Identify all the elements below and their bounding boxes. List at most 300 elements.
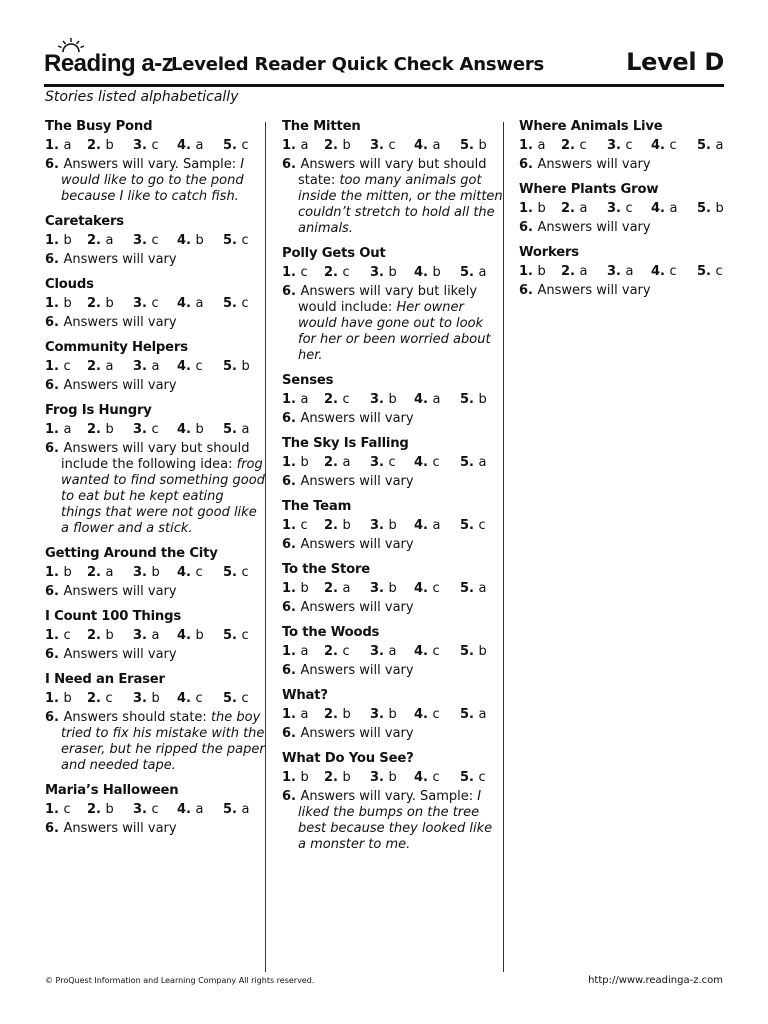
story-block [45,545,267,600]
answer-letter: c [300,518,308,533]
answer-letter: a [342,581,351,596]
question-6-answer: 6. Answers will vary [45,378,177,393]
question-6-answer: 6. Answers will vary [45,315,177,330]
answer-letter: c [241,233,249,248]
answer-item: 4. c [414,455,440,470]
answer-row [282,136,504,155]
answer-letter: b [105,296,114,311]
answer-row [519,262,741,281]
answer-letter: b [388,770,397,785]
answer-row [282,768,504,787]
answer-item: 5. b [460,644,487,659]
answer-item: 3. c [607,138,633,153]
story-block [282,435,504,490]
answer-letter: b [715,201,724,216]
answer-letter: a [478,707,487,722]
q6-text: Answers will vary. Sample: [63,157,241,172]
q6-text: Answers will vary [537,283,651,298]
answer-letter: c [105,691,113,706]
answer-letter: c [241,138,249,153]
answer-item: 1. a [282,644,309,659]
answer-item: 1. b [519,201,546,216]
story-title: Frog Is Hungry [45,403,152,418]
answer-row [45,136,267,155]
answer-item: 5. c [223,565,249,580]
q6-sample-text: I would like to go to the pond because I like to catch fish. [61,157,245,204]
answer-letter: a [195,802,204,817]
answer-item: 3. b [370,770,397,785]
answer-letter: c [63,628,71,643]
answer-letter: b [388,581,397,596]
answer-letter: b [342,138,351,153]
answer-item: 3. c [133,802,159,817]
question-6-answer: 6. Answers will vary [519,220,651,235]
answer-letter: c [63,359,71,374]
q6-sample-text: Her owner would have gone out to look for her or been worried about her. [298,300,491,363]
answer-letter: c [432,581,440,596]
answer-item: 4. c [414,770,440,785]
answer-item: 2. b [87,802,114,817]
answer-row [282,579,504,598]
question-6-answer: 6. Answers will vary [282,474,414,489]
answer-letter: b [478,644,487,659]
question-6-answer: 6. Answers will vary. Sample: I would like to go to the pond because I like to catch fish. [45,157,245,204]
answer-letter: c [432,455,440,470]
story-title: I Count 100 Things [45,609,182,624]
answer-letter: a [241,422,250,437]
answer-letter: c [478,770,486,785]
question-6-answer: 6. Answers will vary [282,411,414,426]
answer-item: 3. c [133,233,159,248]
question-6-answer: 6. Answers will vary [45,252,177,267]
answer-letter: c [151,296,159,311]
answer-item: 2. b [324,138,351,153]
answer-letter: c [195,359,203,374]
answer-item: 3. b [133,691,160,706]
answer-item: 5. c [697,264,723,279]
answer-item: 3. b [370,518,397,533]
answer-item: 2. a [324,455,351,470]
answer-item: 2. c [324,265,350,280]
answer-item: 3. a [607,264,634,279]
answer-letter: a [300,392,309,407]
answer-item: 5. a [223,802,250,817]
answer-letter: a [478,265,487,280]
answer-item: 1. a [519,138,546,153]
answer-letter: c [715,264,723,279]
story-block [282,561,504,616]
answer-item: 5. c [460,518,486,533]
answer-item: 2. c [324,644,350,659]
answer-letter: b [151,565,160,580]
answer-item: 2. c [324,392,350,407]
answer-item: 3. c [370,455,396,470]
question-6-answer: 6. Answers will vary. Sample: I liked the bumps on the tree best because they looked like a monster to me. [282,789,493,852]
answer-letter: a [669,201,678,216]
answer-item: 5. c [223,233,249,248]
answer-item: 1. b [282,581,309,596]
answer-item: 3. b [370,265,397,280]
q6-text: Answers will vary [300,474,414,489]
answer-item: 3. a [370,644,397,659]
question-6-answer: 6. Answers will vary [282,726,414,741]
q6-text: Answers will vary but should include the following idea: [61,441,250,472]
answer-letter: b [105,628,114,643]
answer-item: 5. a [460,707,487,722]
answer-letter: b [537,201,546,216]
answer-item: 1. c [282,265,308,280]
q6-text: Answers will vary [63,647,177,662]
story-block [45,402,267,537]
answer-item: 4. a [414,138,441,153]
answer-letter: c [151,802,159,817]
story-block [282,118,504,237]
answer-letter: a [300,644,309,659]
answer-letter: c [151,138,159,153]
story-block [282,750,504,853]
q6-sample-text: I liked the bumps on the tree best because they looked like a monster to me. [298,789,493,852]
question-6-answer: 6. Answers will vary [282,663,414,678]
answer-item: 5. c [223,628,249,643]
answer-item: 2. b [324,707,351,722]
story-title: Where Animals Live [519,119,663,134]
answer-item: 4. b [177,233,204,248]
answer-letter: a [105,565,114,580]
answer-item: 5. b [460,392,487,407]
question-6-answer: 6. Answers will vary [45,821,177,836]
answer-letter: a [478,455,487,470]
answer-letter: a [342,455,351,470]
column-3 [519,118,741,307]
copyright-notice: © ProQuest Information and Learning Company All rights reserved. [45,976,315,985]
answer-item: 5. c [223,296,249,311]
story-block [45,339,267,394]
answer-letter: b [63,565,72,580]
answer-letter: c [342,644,350,659]
answer-letter: c [241,691,249,706]
story-title: The Mitten [282,119,361,134]
story-title: Workers [519,245,579,260]
answer-item: 4. c [177,359,203,374]
q6-text: Answers will vary [63,584,177,599]
question-6-answer: 6. Answers will vary but should state: too many animals got inside the mitten, or the mitten couldn’t stretch to hold all the animals. [282,157,503,236]
answer-item: 5. a [697,138,724,153]
answer-item: 1. a [45,422,72,437]
answer-letter: a [478,581,487,596]
answer-letter: a [715,138,724,153]
answer-item: 1. c [45,628,71,643]
answer-letter: b [241,359,250,374]
answer-item: 2. b [87,628,114,643]
answer-letter: a [300,707,309,722]
question-6-answer: 6. Answers should state: the boy tried to fix his mistake with the eraser, but he ripped the paper and needed tape. [45,710,265,773]
answer-item: 1. a [282,138,309,153]
answer-letter: b [105,422,114,437]
answer-item: 5. c [223,138,249,153]
question-6-answer: 6. Answers will vary [282,600,414,615]
answer-item: 4. c [414,644,440,659]
answer-letter: b [537,264,546,279]
story-title: Polly Gets Out [282,246,386,261]
answer-item: 2. a [561,201,588,216]
answer-letter: b [63,233,72,248]
answer-row [282,516,504,535]
story-title: To the Store [282,562,371,577]
answer-letter: a [151,359,160,374]
question-6-answer: 6. Answers will vary [45,584,177,599]
level-label: Level D [626,48,724,76]
answer-item: 2. b [87,296,114,311]
story-title: Getting Around the City [45,546,218,561]
story-title: Where Plants Grow [519,182,659,197]
story-title: I Need an Eraser [45,672,165,687]
answer-item: 2. a [87,233,114,248]
answer-letter: c [342,265,350,280]
story-block [519,244,741,299]
q6-text: Answers will vary [300,411,414,426]
story-block [45,608,267,663]
answer-item: 2. a [87,565,114,580]
answer-letter: c [195,691,203,706]
story-title: The Busy Pond [45,119,153,134]
answer-letter: b [105,138,114,153]
story-block [45,782,267,837]
answer-letter: b [432,265,441,280]
answer-item: 2. b [324,770,351,785]
answer-item: 1. a [282,392,309,407]
answer-item: 3. c [133,296,159,311]
story-title: Clouds [45,277,94,292]
answer-row [45,689,267,708]
answer-letter: b [151,691,160,706]
answer-item: 5. a [223,422,250,437]
answer-item: 1. b [282,455,309,470]
question-6-answer: 6. Answers will vary [282,537,414,552]
answer-item: 2. a [87,359,114,374]
answer-letter: a [63,422,72,437]
q6-text: Answers will vary but likely would include: [298,284,478,315]
answer-row [45,294,267,313]
answer-letter: b [63,691,72,706]
answer-letter: a [579,201,588,216]
page-header [44,38,724,88]
answer-letter: b [195,628,204,643]
answer-letter: c [151,422,159,437]
q6-sample-text: the boy tried to fix his mistake with the eraser, but he ripped the paper and needed tape. [61,710,265,773]
answer-row [282,705,504,724]
reading-az-logo: Reading a-z [44,50,174,77]
answer-item: 4. c [177,565,203,580]
answer-letter: b [478,138,487,153]
answer-item: 5. b [223,359,250,374]
answer-letter: b [300,581,309,596]
answer-letter: c [241,628,249,643]
answer-letter: c [241,565,249,580]
answer-letter: c [388,138,396,153]
story-title: Community Helpers [45,340,188,355]
answer-row [45,626,267,645]
answer-item: 5. c [223,691,249,706]
answer-letter: a [105,359,114,374]
story-block [282,498,504,553]
answer-item: 4. a [177,802,204,817]
answer-item: 5. c [460,770,486,785]
answer-letter: b [388,707,397,722]
answer-item: 1. b [45,296,72,311]
answer-letter: a [63,138,72,153]
answer-item: 3. c [133,138,159,153]
answer-letter: a [105,233,114,248]
answer-item: 2. c [87,691,113,706]
answer-letter: c [342,392,350,407]
answer-letter: a [432,518,441,533]
answer-item: 2. b [87,138,114,153]
story-block [519,118,741,173]
answer-row [45,563,267,582]
answer-letter: c [432,644,440,659]
question-6-answer: 6. Answers will vary [519,283,651,298]
answer-letter: b [300,770,309,785]
answer-item: 3. b [370,707,397,722]
answer-letter: c [478,518,486,533]
answer-letter: b [342,707,351,722]
answer-letter: b [342,518,351,533]
q6-text: Answers will vary [63,821,177,836]
story-block [282,372,504,427]
answer-letter: c [432,770,440,785]
answer-letter: a [300,138,309,153]
story-block [45,671,267,774]
answer-letter: b [195,422,204,437]
answer-letter: a [432,138,441,153]
answer-row [45,420,267,439]
answer-item: 4. b [177,422,204,437]
q6-text: Answers will vary [63,252,177,267]
column-1 [45,118,267,845]
answer-item: 4. c [651,264,677,279]
answer-item: 2. a [324,581,351,596]
q6-text: Answers will vary but should state: [298,157,487,188]
answer-row [45,357,267,376]
q6-text: Answers will vary [300,663,414,678]
q6-text: Answers will vary [537,157,651,172]
answer-item: 4. c [414,581,440,596]
answer-row [45,800,267,819]
answer-letter: c [241,296,249,311]
answer-letter: a [537,138,546,153]
story-block [45,213,267,268]
answer-row [282,642,504,661]
story-title: To the Woods [282,625,380,640]
answer-letter: a [195,296,204,311]
answer-item: 1. b [45,565,72,580]
answer-item: 3. a [133,359,160,374]
story-title: The Team [282,499,352,514]
answer-row [282,263,504,282]
answer-item: 3. c [607,201,633,216]
answer-item: 1. a [282,707,309,722]
page-title: Leveled Reader Quick Check Answers [171,54,545,75]
q6-text: Answers will vary [63,378,177,393]
answer-letter: c [432,707,440,722]
q6-text: Answers should state: [63,710,211,725]
answer-row [45,231,267,250]
answer-item: 3. a [133,628,160,643]
subtitle: Stories listed alphabetically [45,89,239,105]
answer-row [519,199,741,218]
answer-letter: c [63,802,71,817]
answer-letter: c [195,565,203,580]
answer-letter: c [579,138,587,153]
column-2 [282,118,504,861]
answer-item: 3. b [370,581,397,596]
story-block [45,276,267,331]
answer-letter: a [388,644,397,659]
story-title: What? [282,688,328,703]
answer-letter: a [432,392,441,407]
answer-item: 2. b [87,422,114,437]
story-title: Caretakers [45,214,124,229]
answer-letter: a [579,264,588,279]
story-title: What Do You See? [282,751,414,766]
q6-text: Answers will vary [63,315,177,330]
answer-letter: b [300,455,309,470]
story-block [282,245,504,364]
answer-item: 1. b [45,691,72,706]
q6-text: Answers will vary [537,220,651,235]
story-title: Maria’s Halloween [45,783,179,798]
story-block [519,181,741,236]
q6-text: Answers will vary. Sample: [300,789,478,804]
answer-item: 4. a [651,201,678,216]
question-6-answer: 6. Answers will vary but likely would include: Her owner would have gone out to look for her or been worried about her. [282,284,491,363]
question-6-answer: 6. Answers will vary [519,157,651,172]
story-block [45,118,267,205]
answer-row [282,390,504,409]
answer-letter: c [151,233,159,248]
answer-item: 1. a [45,138,72,153]
answer-row [282,453,504,472]
answer-letter: b [105,802,114,817]
answer-letter: b [388,265,397,280]
answer-letter: a [241,802,250,817]
answer-item: 1. b [282,770,309,785]
answer-item: 2. a [561,264,588,279]
answer-row [519,136,741,155]
answer-item: 2. b [324,518,351,533]
answer-item: 1. c [282,518,308,533]
question-6-answer: 6. Answers will vary [45,647,177,662]
answer-item: 4. c [177,691,203,706]
answer-item: 3. b [370,392,397,407]
answer-letter: b [63,296,72,311]
q6-text: Answers will vary [300,537,414,552]
story-block [282,624,504,679]
answer-item: 4. c [651,138,677,153]
answer-item: 1. c [45,359,71,374]
answer-letter: b [478,392,487,407]
website-url: http://www.readinga-z.com [588,975,723,986]
header-divider [44,84,724,87]
answer-letter: b [195,233,204,248]
answer-item: 5. a [460,455,487,470]
answer-letter: c [669,264,677,279]
answer-item: 5. b [697,201,724,216]
answer-item: 5. a [460,581,487,596]
answer-item: 3. c [133,422,159,437]
answer-item: 5. a [460,265,487,280]
story-title: Senses [282,373,334,388]
